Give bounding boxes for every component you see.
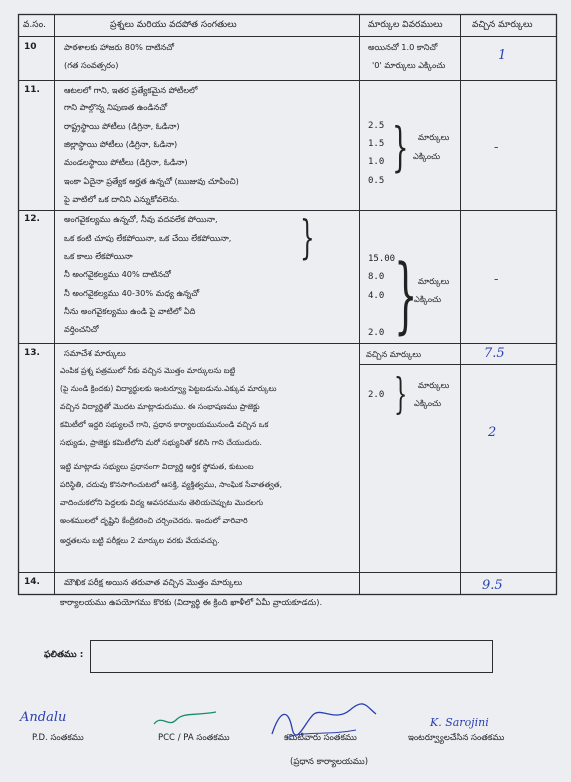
row-12-line: ఒక కంటి చూపు లేకపోయినా, ఒక చేయి లేకపోయినా, bbox=[64, 233, 232, 243]
row-11-line: గాని పాల్గొన్న నిపుణత ఉండినచో bbox=[64, 102, 168, 112]
row-13-brace: } bbox=[394, 369, 408, 418]
result-label: ఫలితము : bbox=[44, 650, 84, 660]
row-11-line: జిల్లాస్థాయి పోటీలు (డిగ్రినా, ఓడినా) bbox=[64, 139, 178, 149]
row-13-detail-top: వచ్చిన మార్కులు bbox=[366, 349, 422, 359]
row-12-line: నీ అంగవైకల్యము 40% దాటినచో bbox=[64, 269, 171, 279]
pcc-caption: PCC / PA సంతకము bbox=[158, 733, 230, 743]
row-12-line: నీ అంగవైకల్యము 40-30% మధ్య ఉన్నచో bbox=[64, 288, 200, 298]
row-14-awarded: 9.5 bbox=[482, 578, 503, 593]
row-13-line: సమాచేశ మార్కులు bbox=[64, 348, 126, 358]
row-13-brace-label: ఎక్కించు bbox=[414, 398, 442, 408]
row-13-line: ఎంపిక ప్రశ్న పత్రములో నీకు వచ్చిన మొత్తం మార్కులను బట్టి bbox=[60, 366, 236, 375]
row-11-brace: } bbox=[392, 118, 409, 178]
row-11-brace-label: ఎక్కించు bbox=[413, 151, 441, 161]
result-box[interactable] bbox=[92, 642, 490, 670]
row-13-line: అర్హతలను బట్టి పరీక్షలు 2 మార్కుల వరకు వేయవచ్చు. bbox=[60, 536, 220, 545]
row-13-line: (పై నుండి క్రిందకు) విద్యార్థులకు ఇంటర్వ్యూ పెట్టబడును.ఎక్కువ మార్కులు bbox=[60, 384, 277, 393]
row-10-line: పాఠశాలకు హాజరు 80% దాటినచో bbox=[64, 42, 175, 52]
row-10-number: 10 bbox=[24, 42, 37, 52]
row-11-line: ఆటలలో గాని, ఇతర ప్రత్యేకమైన పోటీలలో bbox=[64, 85, 198, 95]
row-13-brace-label: మార్కులు bbox=[418, 380, 450, 390]
row-13-detail-top-awarded: 7.5 bbox=[484, 346, 505, 361]
row-14-number: 14. bbox=[24, 577, 40, 587]
row-10-awarded: 1 bbox=[498, 48, 507, 63]
row-13-awarded: 2 bbox=[488, 425, 497, 440]
row-13-line: పరిస్థితి, చదువు కొనసాగించుటలో ఆసక్తి, వ్యక్తిత్వము, సాంఘిక సేవాతత్వత, bbox=[60, 480, 282, 489]
row-12-value: 2.0 bbox=[368, 328, 385, 338]
row-11-line: ఇంకా ఏదైనా ప్రత్యేక అర్హత ఉన్నచో (ఋజువు చూపించి) bbox=[64, 176, 239, 186]
row-12-value: 8.0 bbox=[368, 272, 385, 282]
row-10-detail: '0' మార్కులు ఎక్కించు bbox=[372, 60, 446, 70]
row-13-line: కమిటీలో ఇద్దరి సభ్యులచే గాని, ప్రధాన కార్యాలయమునుండి వచ్చిన ఒక bbox=[60, 420, 269, 429]
header-question: ప్రశ్నలు మరియు వదపోత సంగతులు bbox=[110, 20, 237, 30]
row-14-line: మౌఖిక పరీక్ష అయిన తరువాత వచ్చిన మొత్తం మార్కులు bbox=[64, 577, 243, 587]
row-12-brace-label: ఎక్కించు bbox=[414, 294, 442, 304]
pcc-signature-mark bbox=[150, 708, 220, 730]
row-12-value: 4.0 bbox=[368, 291, 385, 301]
row-12-line: నీను అంగవైకల్యము ఉండి పై వాటిలో ఏది bbox=[64, 306, 196, 316]
row-11-brace-label: మార్కులు bbox=[418, 132, 450, 142]
row-11-line: పై వాటిలో ఒక దానిని ఎన్నుకోవలెను. bbox=[64, 194, 180, 204]
row-12-number: 12. bbox=[24, 214, 40, 224]
pd-caption: P.D. సంతకము bbox=[32, 733, 84, 743]
row-11-awarded: - bbox=[494, 140, 499, 155]
row-11-value: 0.5 bbox=[368, 176, 385, 186]
row-11-line: రాష్ట్రస్థాయి పోటీలు (డిగ్రినా, ఓడినా) bbox=[64, 121, 180, 131]
row-13-line: సభ్యుడు, ప్రాజెక్టు కమిటీలోని మరో సభ్యునితో కలిసి గాని చేయుదురు. bbox=[60, 438, 262, 447]
row-10-detail: అయినచో 1.0 కానిచో bbox=[368, 42, 438, 52]
row-13-line: వచ్చిన విద్యార్థితో మొదట మాట్లాడుదుము. ఈ సంభాషణము ప్రాజెక్టు bbox=[60, 402, 260, 411]
interviewer-caption: ఇంటర్వ్యూలచేసిన సంతకము bbox=[408, 733, 505, 743]
row-12-brace-label: మార్కులు bbox=[418, 276, 450, 286]
row-11-value: 2.5 bbox=[368, 121, 385, 131]
header-sno: వ.సం. bbox=[23, 20, 47, 30]
header-marks-detail: మార్కుల వివరములు bbox=[368, 20, 443, 30]
row-13-line: అంశములలో దృష్టిని కేంద్రీకరించి చర్చించెదరు. ఇందులో వారివారి bbox=[60, 516, 248, 525]
header-awarded: వచ్చిన మార్కులు bbox=[472, 20, 533, 30]
row-13-number: 13. bbox=[24, 348, 40, 358]
row-12-left-brace: } bbox=[300, 210, 315, 264]
row-12-brace: } bbox=[394, 248, 418, 343]
row-13-value: 2.0 bbox=[368, 390, 385, 400]
row-13-line: వాదించుకలోని పెద్దలకు విద్య ఆవసరమును తెలియచెప్పుట మొదలగు bbox=[60, 498, 264, 507]
row-12-awarded: - bbox=[494, 272, 499, 287]
row-12-line: ఒక కాలు లేకపోయినా bbox=[64, 251, 133, 261]
row-11-value: 1.0 bbox=[368, 157, 385, 167]
row-11-value: 1.5 bbox=[368, 139, 385, 149]
row-12-value: 15.00 bbox=[368, 254, 396, 264]
interviewer-signature: K. Sarojini bbox=[430, 716, 489, 729]
committee-caption: కమిటీవారు సంతకము bbox=[284, 733, 357, 743]
row-12-line: అంగవైకల్యము ఉన్నచో, నీవు వదవలేక పోయినా, bbox=[64, 214, 218, 224]
row-10-line: (గత సంవత్సరం) bbox=[64, 60, 119, 70]
row-13-line: ఇట్టి మాట్లాడు సభ్యులు ప్రధానంగా విద్యార్థి ఆర్థిక స్థోమత, కుటుంబ bbox=[60, 462, 254, 471]
row-11-number: 11. bbox=[24, 85, 40, 95]
office-label: (ప్రధాన కార్యాలయము) bbox=[290, 757, 369, 767]
row-11-line: మండలస్థాయి పోటీలు (డిగ్రినా, ఓడినా) bbox=[64, 157, 188, 167]
footer-note: కార్యాలయము ఉపయోగము కొరకు (విద్యార్థి ఈ క్రింది ఖాళీలో ఏమీ వ్రాయకూడదు). bbox=[60, 597, 323, 607]
pd-signature: Andalu bbox=[20, 710, 67, 725]
row-12-line: వర్తించనిచో bbox=[64, 324, 99, 334]
